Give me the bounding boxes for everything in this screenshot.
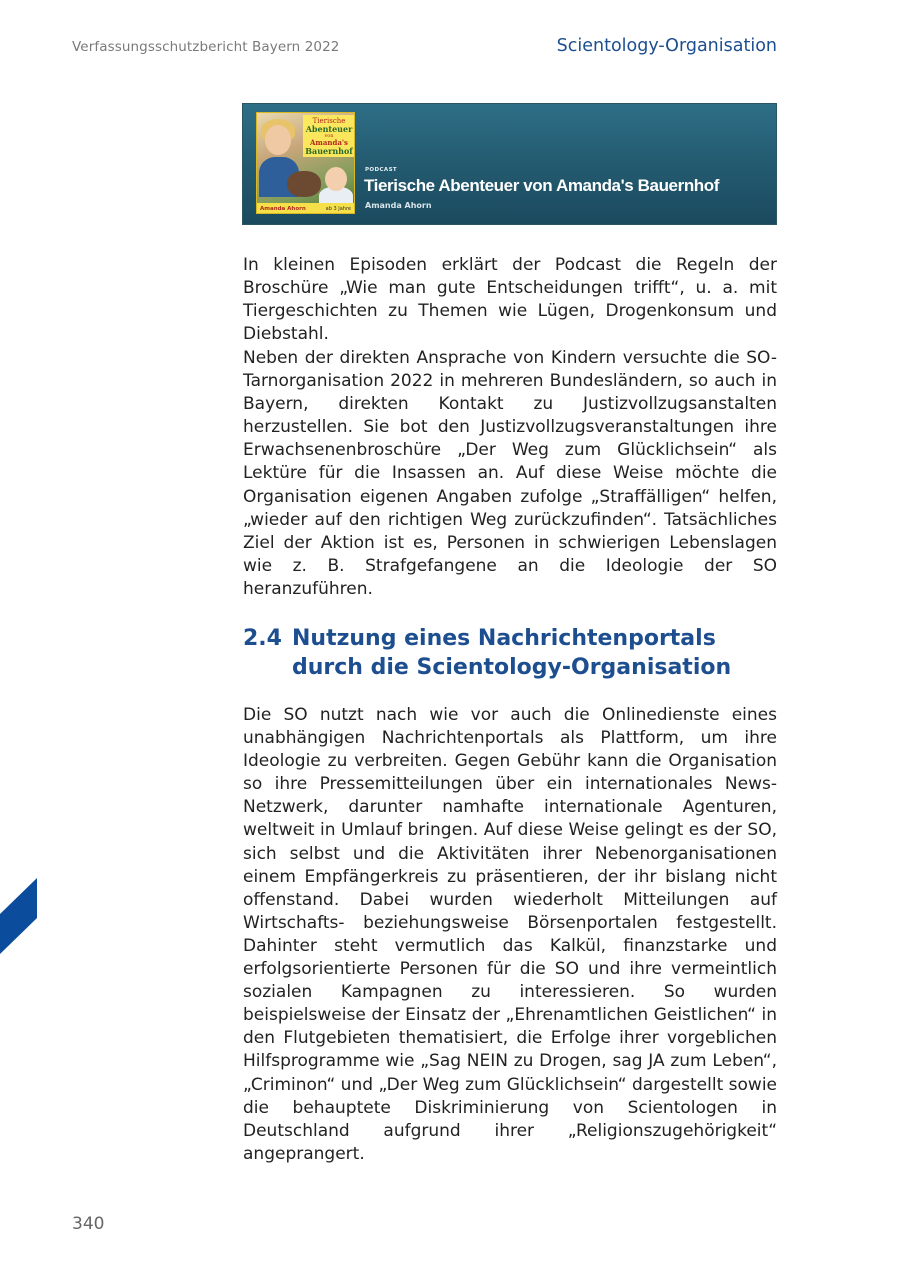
cover-title-line: Abenteuer (305, 124, 353, 134)
section-title: Nutzung eines Nachrichtenportals durch die Scientology-Organisation (292, 626, 732, 680)
cover-title-line: Amanda's (310, 138, 348, 147)
podcast-author: Amanda Ahorn (365, 201, 432, 210)
podcast-banner-image (242, 103, 777, 225)
running-header-chapter: Scientology-Organisation (556, 36, 777, 56)
running-header-report-title: Verfassungsschutzbericht Bayern 2022 (72, 39, 340, 55)
body-paragraph-prisons: Neben der direkten Ansprache von Kindern versuchte die SO-Tarnorganisation 2022 in mehreren Bundesländern, so auch in Bayern, direkten Kontakt zu Justizvollzugsanstalten herzustellen. Sie bot den Justizvollzugsveranstaltungen ihre Erwachsenenbroschüre „Der Weg zum Glücklichsein“ als Lektüre für die Insassen an. Auf diese Weise möchte die Organisation eigenen Angaben zufolge „Straffälligen“ helfen, „wieder auf den richtigen Weg zurückzufinden“. Tatsächliches Ziel der Aktion ist es, Personen in schwierigen Lebenslagen wie z. B. Strafgefangene an die Ideologie der SO heranzuführen. (243, 348, 777, 599)
cover-figure-boy-face (325, 167, 347, 191)
page-number: 340 (72, 1214, 105, 1234)
podcast-label: PODCAST (365, 167, 398, 173)
cover-title-line: Bauernhof (305, 146, 353, 156)
chapter-edge-marker (0, 878, 37, 954)
cover-title-line: Tierische (312, 117, 346, 125)
cover-title-box (303, 115, 355, 157)
body-paragraph-podcast: In kleinen Episoden erklärt der Podcast die Regeln der Broschüre „Wie man gute Entscheidungen trifft“, u. a. mit Tiergeschichten zu Themen wie Lügen, Drogenkonsum und Diebstahl. (243, 255, 777, 345)
section-number: 2.4 (243, 626, 282, 651)
cover-title-line: von (324, 133, 334, 139)
cover-figure-girl-face (265, 125, 291, 155)
cover-author: Amanda Ahorn (260, 206, 306, 212)
body-paragraph-news-portal: Die SO nutzt nach wie vor auch die Onlinedienste eines unabhängigen Nachrichtenportals als Plattform, um ihre Ideologie zu verbreiten. Gegen Gebühr kann die Organisation so ihre Pressemitteilungen über ein internationales News-Netzwerk, darunter namhafte internationale Agenturen, weltweit in Umlauf bringen. Auf diese Weise gelingt es der SO, sich selbst und die Aktivitäten ihrer Nebenorganisationen einem Empfängerkreis zu präsentieren, der ihr bislang nicht offenstand. Dabei wurden wiederholt Mitteilungen auf Wirtschafts- beziehungsweise Börsenportalen festgestellt. Dahinter steht vermutlich das Kalkül, finanzstarke und erfolgsorientierte Personen für die SO und ihre vermeintlich sozialen Kampagnen zu interessieren. So wurden beispielsweise der Einsatz der „Ehrenamtlichen Geistlichen“ in den Flutgebieten thematisiert, die Erfolge ihrer vorgeblichen Hilfsprogramme wie „Sag NEIN zu Drogen, sag JA zum Leben“, „Criminon“ und „Der Weg zum Glücklichsein“ dargestellt sowie die behauptete Diskriminierung von Scientologen in Deutschland aufgrund ihrer „Religionszugehörigkeit“ angeprangert. (243, 705, 777, 1164)
cover-age: ab 3 Jahre (325, 206, 351, 212)
podcast-cover-image (256, 112, 355, 214)
podcast-title: Tierische Abenteuer von Amanda's Bauernhof (364, 176, 720, 195)
cover-figure-animal (287, 171, 321, 197)
section-heading (243, 624, 777, 682)
